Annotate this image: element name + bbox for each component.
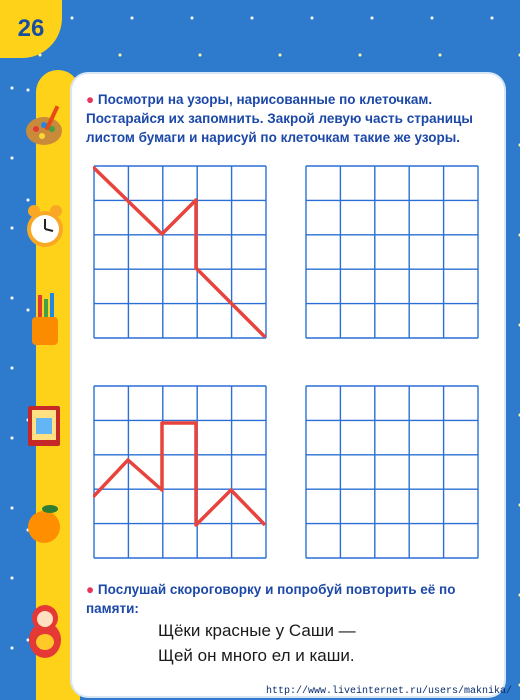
page-number: 26 <box>0 0 62 58</box>
sample-grid-2 <box>93 385 267 564</box>
pattern-line-1 <box>93 167 265 337</box>
sample-grid-1-svg <box>93 165 267 339</box>
pencil-cup-icon <box>20 290 70 350</box>
palette-icon <box>20 96 70 156</box>
task-1-text: Посмотри на узоры, нарисованные по клеточкам. Постарайся их запомнить. Закрой левую часть страницы листом бумаги и нарисуй по клеточкам такие же узоры. <box>86 92 473 145</box>
sample-grid-2-svg <box>93 385 267 559</box>
poem-line-1: Щёки красные у Саши — <box>158 621 356 640</box>
alarm-clock-icon <box>20 196 70 256</box>
matryoshka-icon <box>20 600 70 660</box>
task-2-text: Послушай скороговорку и попробуй повторить её по памяти: <box>86 582 456 616</box>
book-icon <box>20 395 70 455</box>
task-1-instruction <box>86 90 496 147</box>
bullet-icon: ● <box>86 92 95 107</box>
empty-grid-1-svg <box>305 165 479 339</box>
empty-grid-2-svg <box>305 385 479 559</box>
empty-grid-1 <box>305 165 479 344</box>
empty-grid-2 <box>305 385 479 564</box>
sample-grid-1 <box>93 165 267 344</box>
poem-line-2: Щей он много ел и каши. <box>158 646 355 665</box>
orange-icon <box>20 492 70 552</box>
tongue-twister <box>158 618 356 668</box>
pattern-line-2 <box>93 423 265 525</box>
bullet-icon: ● <box>86 582 95 597</box>
task-2-instruction <box>86 580 496 618</box>
watermark-url: http://www.liveinternet.ru/users/maknika/ <box>265 686 512 697</box>
